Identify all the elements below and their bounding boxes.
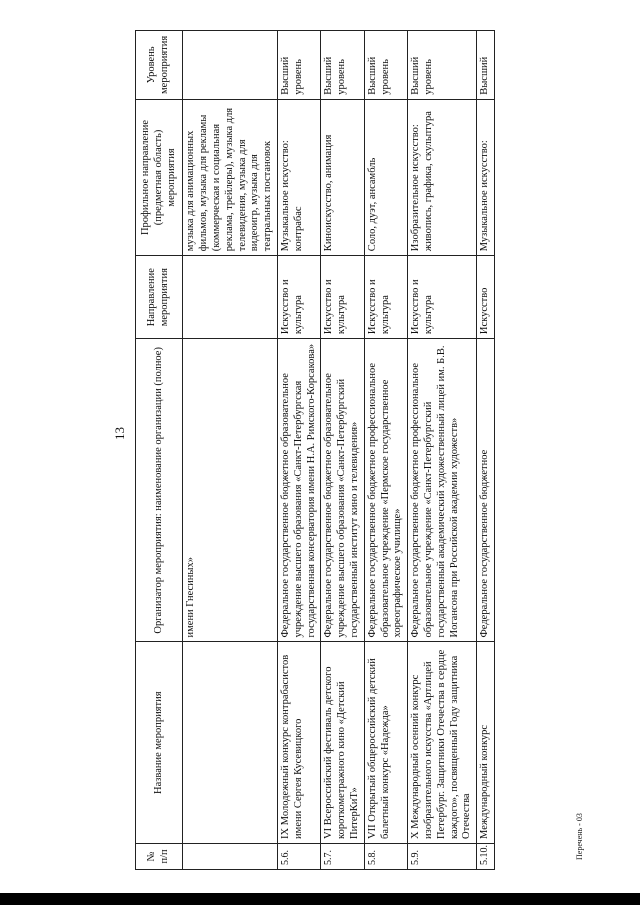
cell-organizer: Федеральное государственное бюджетное профессиональное образовательное учреждение «Санкт-Петербургский государственный академический художественный лицей им. Б.В. Иогансона при Российской академии художеств» <box>408 339 477 642</box>
cell-no: 5.10. <box>477 843 495 869</box>
footer-code: Перечень - 03 <box>575 813 584 860</box>
cell-name <box>183 642 278 843</box>
header-level: Уровень мероприятия <box>136 31 183 100</box>
rotated-page-content <box>90 20 590 880</box>
cell-organizer: имени Гнесиных» <box>183 339 278 642</box>
cell-no: 5.6. <box>277 843 320 869</box>
cell-level <box>183 31 278 100</box>
cell-profile: Изобразительное искусство: живопись, графика, скульптура <box>408 99 477 255</box>
cell-direction: Искусство и культура <box>321 256 364 339</box>
scan-edge-bar <box>0 893 640 905</box>
header-name: Название мероприятия <box>136 642 183 843</box>
cell-direction: Искусство и культура <box>408 256 477 339</box>
header-organizer: Организатор мероприятия: наименование организации (полное) <box>136 339 183 642</box>
page-number: 13 <box>112 427 127 440</box>
cell-direction: Искусство <box>477 256 495 339</box>
cell-no: 5.7. <box>321 843 364 869</box>
cell-profile: Музыкальное искусство: <box>477 99 495 255</box>
table-row <box>408 31 477 870</box>
cell-level: Высший уровень <box>364 31 407 100</box>
cell-no: 5.9. <box>408 843 477 869</box>
table-header-row <box>136 31 183 870</box>
cell-organizer: Федеральное государственное бюджетное профессиональное образовательное учреждение «Пермское государственное хореографическое училище» <box>364 339 407 642</box>
cell-level: Высший уровень <box>277 31 320 100</box>
cell-name: X Международный осенний конкурс изобразительного искусства «Артлицей Петербург. Защитники Отечества в сердце каждого», посвященный Году защитника Отечества <box>408 642 477 843</box>
cell-direction: Искусство и культура <box>364 256 407 339</box>
cell-name: VI Всероссийский фестиваль детского короткометражного кино «Детский ПитерКиТ» <box>321 642 364 843</box>
cell-name: Международный конкурс <box>477 642 495 843</box>
cell-name: VII Открытый общероссийский детский балетный конкурс «Надежда» <box>364 642 407 843</box>
table-row <box>321 31 364 870</box>
cell-profile: Киноискусство, анимация <box>321 99 364 255</box>
cell-direction <box>183 256 278 339</box>
cell-organizer: Федеральное государственное бюджетное образовательное учреждение высшего образования «Санкт-Петербургская государственная консерватория имени Н.А. Римского-Корсакова» <box>277 339 320 642</box>
header-direction: Направление мероприятия <box>136 256 183 339</box>
cell-no <box>183 843 278 869</box>
table-row <box>183 31 278 870</box>
cell-profile: Соло, дуэт, ансамбль <box>364 99 407 255</box>
events-table <box>135 30 495 870</box>
cell-name: IX Молодежный конкурс контрабасистов имени Сергея Кусевицкого <box>277 642 320 843</box>
cell-profile: музыка для анимационных фильмов, музыка для рекламы (коммерческая и социальная реклама, трейлеры), музыка для телевидения, музыка для видеоигр, музыка для театральных постановок <box>183 99 278 255</box>
header-no: № п/п <box>136 843 183 869</box>
cell-level: Высший <box>477 31 495 100</box>
cell-level: Высший уровень <box>321 31 364 100</box>
header-profile: Профильное направление (предметная область) мероприятия <box>136 99 183 255</box>
cell-direction: Искусство и культура <box>277 256 320 339</box>
cell-no: 5.8. <box>364 843 407 869</box>
cell-organizer: Федеральное государственное бюджетное <box>477 339 495 642</box>
table-row <box>364 31 407 870</box>
cell-profile: Музыкальное искусство: контрабас <box>277 99 320 255</box>
cell-level: Высший уровень <box>408 31 477 100</box>
cell-organizer: Федеральное государственное бюджетное образовательное учреждение высшего образования «Санкт-Петербургский государственный институт кино и телевидения» <box>321 339 364 642</box>
table-row <box>477 31 495 870</box>
table-row <box>277 31 320 870</box>
